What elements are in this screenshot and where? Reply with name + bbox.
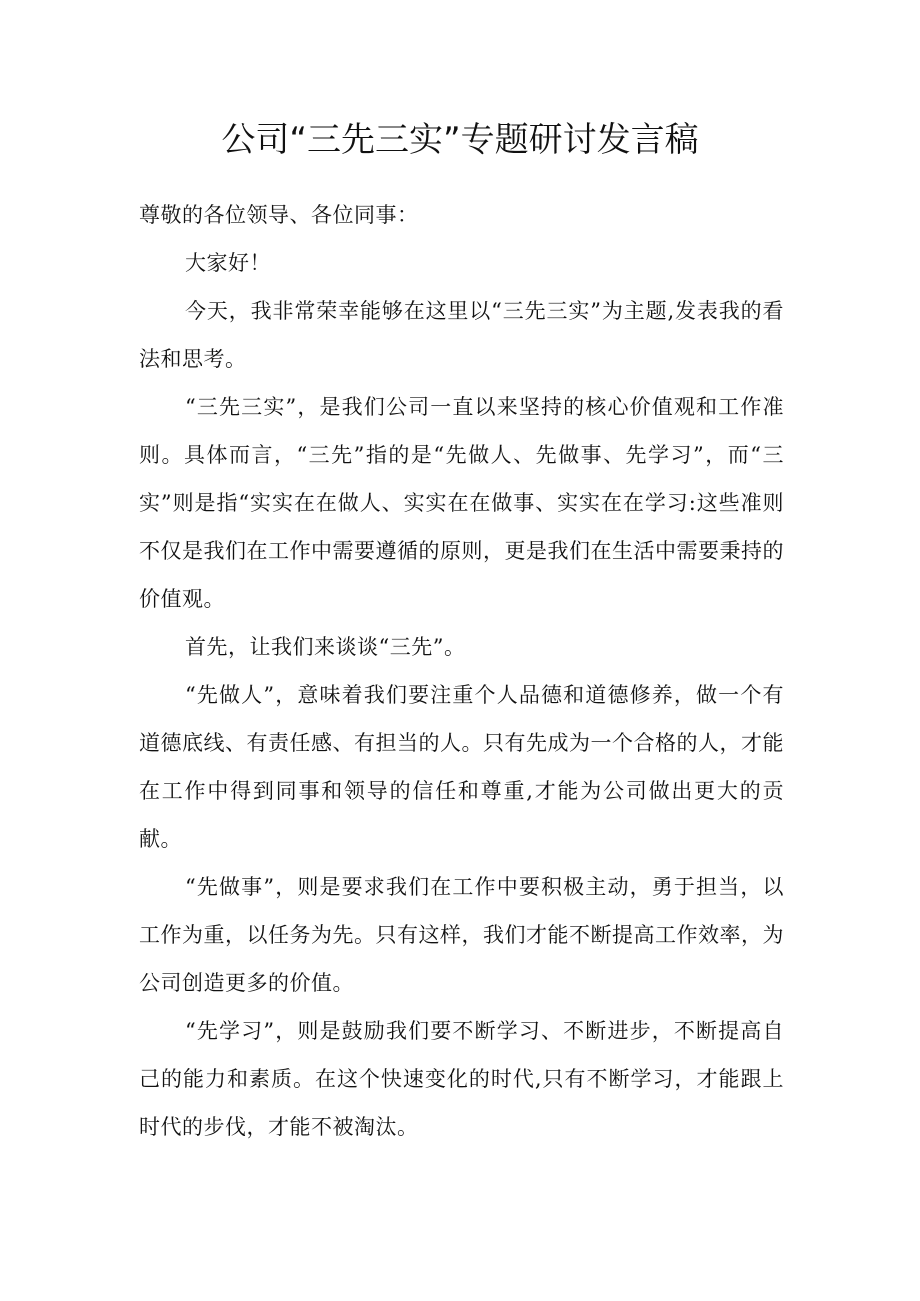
- paragraph-greeting: 大家好！: [185, 251, 271, 275]
- paragraph-be-person-first: “先做人”，意味着我们要注重个人品德和道德修养，做一个有道德底线、有责任感、有担当的人。只有先成为一个合格的人，才能在工作中得到同事和领导的信任和尊重,才能为公司做出更大的贡献。: [139, 683, 784, 851]
- paragraph-three-firsts-intro: 首先，让我们来谈谈“三先”。: [185, 635, 466, 659]
- document-title: 公司“三先三实”专题研讨发言稿: [221, 120, 699, 160]
- paragraph-learn-first: “先学习”，则是鼓励我们要不断学习、不断进步，不断提高自己的能力和素质。在这个快速变化的时代,只有不断学习，才能跟上时代的步伐，才能不被淘汰。: [139, 1019, 784, 1139]
- document-body: [139, 191, 784, 1151]
- paragraph-core-values: “三先三实”，是我们公司一直以来坚持的核心价值观和工作准则。具体而言，“三先”指的是“先做人、先做事、先学习”，而“三实”则是指“实实在在做人、实实在在做事、实实在在学习:这些准则不仅是我们在工作中需要遵循的原则，更是我们在生活中需要秉持的价值观。: [139, 395, 784, 611]
- paragraph-do-work-first: “先做事”，则是要求我们在工作中要积极主动，勇于担当，以工作为重，以任务为先。只有这样，我们才能不断提高工作效率，为公司创造更多的价值。: [139, 875, 784, 995]
- paragraph-intro: 今天，我非常荣幸能够在这里以“三先三实”为主题,发表我的看法和思考。: [139, 299, 784, 371]
- salutation: 尊敬的各位领导、各位同事：: [139, 203, 419, 227]
